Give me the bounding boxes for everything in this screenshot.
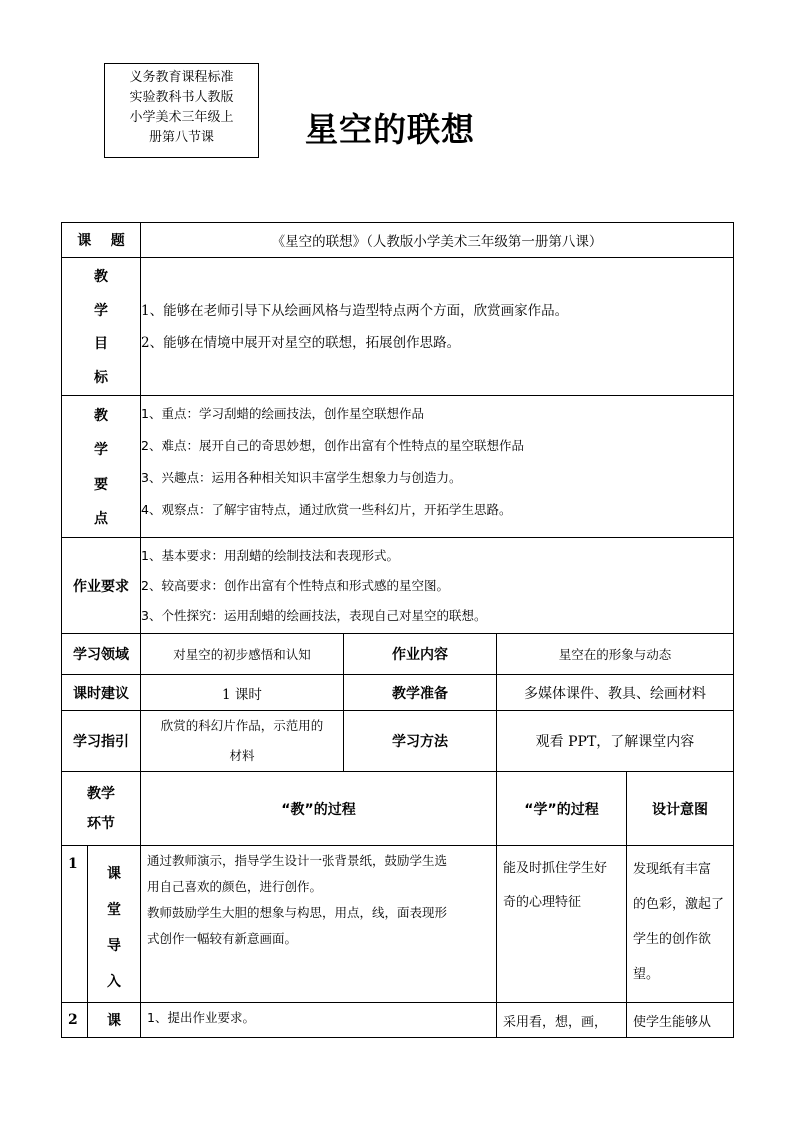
process-row — [62, 846, 734, 1003]
method-value: 观看 PPT，了解课堂内容 — [497, 711, 734, 772]
intent-line: 望。 — [633, 967, 660, 982]
domain-value: 对星空的初步感悟和认知 — [141, 634, 344, 675]
stage-char: 导 — [107, 938, 121, 954]
goal-item: 2、能够在情境中展开对星空的联想，拓展创作思路。 — [141, 334, 461, 351]
key-points-label — [62, 396, 141, 538]
time-value: 1 课时 — [141, 675, 344, 711]
teach-line: 用自己喜欢的颜色，进行创作。 — [147, 879, 323, 894]
textbook-label-line: 义务教育课程标准 — [129, 70, 234, 85]
homework-content — [141, 538, 734, 634]
domain-row — [62, 634, 734, 675]
key-label-char: 点 — [94, 511, 108, 528]
time-label: 课时建议 — [62, 675, 141, 711]
key-point-item: 4、观察点：了解宇宙特点，通过欣赏一些科幻片，开拓学生思路。 — [141, 502, 512, 517]
homework-row — [62, 538, 734, 634]
learn-line: 采用看，想，画， — [503, 1014, 608, 1030]
stage-number: 1 — [62, 846, 88, 1003]
homework-label: 作业要求 — [62, 538, 141, 634]
teach-line: 通过教师演示，指导学生设计一张背景纸，鼓励学生选 — [147, 853, 448, 868]
key-point-item: 2、难点：展开自己的奇思妙想，创作出富有个性特点的星空联想作品 — [141, 438, 524, 453]
textbook-label-box — [104, 63, 259, 158]
topic-row — [62, 223, 734, 258]
key-points-row — [62, 396, 734, 538]
stage-char: 课 — [107, 1013, 121, 1029]
goals-row — [62, 258, 734, 396]
guide-row — [62, 711, 734, 772]
teach-line: 1、提出作业要求。 — [147, 1010, 255, 1025]
guide-value — [141, 711, 344, 772]
stage-header — [62, 772, 141, 846]
learn-line: 能及时抓住学生好 — [503, 861, 608, 876]
goals-label-char: 教 — [94, 269, 108, 286]
guide-line: 材料 — [229, 748, 255, 763]
stage-char: 课 — [107, 866, 121, 882]
intent-line: 学生的创作欲 — [633, 932, 712, 947]
textbook-label-line: 实验教科书人教版 — [129, 90, 234, 105]
stage-char: 入 — [107, 974, 121, 990]
guide-line: 欣赏的科幻片作品，示范用的 — [160, 718, 324, 733]
key-label-char: 要 — [94, 476, 108, 493]
textbook-label-line: 册第八节课 — [148, 130, 214, 145]
intent-line: 发现纸有丰富 — [633, 862, 712, 877]
key-point-item: 3、兴趣点：运用各种相关知识丰富学生想象力与创造力。 — [141, 470, 462, 485]
stage-header-line: 环节 — [87, 815, 115, 832]
topic-value: 《星空的联想》（人教版小学美术三年级第一册第八课） — [141, 223, 734, 258]
key-label-char: 学 — [94, 442, 108, 459]
textbook-label-line: 小学美术三年级上 — [129, 110, 234, 125]
key-label-char: 教 — [94, 407, 108, 424]
teach-header: “教”的过程 — [141, 772, 497, 846]
domain-label: 学习领域 — [62, 634, 141, 675]
homework-item: 1、基本要求：用刮蜡的绘制技法和表现形式。 — [141, 547, 399, 563]
teach-line: 式创作一幅较有新意画面。 — [147, 931, 298, 946]
goals-label-char: 标 — [94, 369, 108, 386]
stage-char: 堂 — [107, 902, 121, 918]
process-row — [62, 1003, 734, 1038]
stage-name — [88, 1003, 141, 1038]
goals-label-char: 目 — [94, 336, 108, 353]
goal-item: 1、能够在老师引导下从绘画风格与造型特点两个方面，欣赏画家作品。 — [141, 302, 569, 319]
prep-label: 教学准备 — [344, 675, 497, 711]
intent-content — [627, 846, 734, 1003]
key-point-item: 1、重点：学习刮蜡的绘画技法，创作星空联想作品 — [141, 406, 424, 421]
content-label: 作业内容 — [344, 634, 497, 675]
intent-header: 设计意图 — [627, 772, 734, 846]
process-header-row — [62, 772, 734, 846]
goals-label-char: 学 — [94, 302, 108, 319]
goals-label — [62, 258, 141, 396]
stage-header-line: 教学 — [87, 785, 115, 802]
intent-line: 的色彩，激起了 — [633, 897, 725, 912]
homework-item: 2、较高要求：创作出富有个性特点和形式感的星空图。 — [141, 577, 449, 593]
intent-line: 使学生能够从 — [633, 1014, 712, 1030]
homework-item: 3、个性探究：运用刮蜡的绘画技法，表现自己对星空的联想。 — [141, 607, 487, 623]
stage-name — [88, 846, 141, 1003]
teach-line: 教师鼓励学生大胆的想象与构思，用点，线，面表现形 — [147, 905, 448, 920]
page-title: 星空的联想 — [305, 110, 475, 149]
stage-number: 2 — [62, 1003, 88, 1038]
content-value: 星空在的形象与动态 — [497, 634, 734, 675]
goals-content — [141, 258, 734, 396]
intent-content — [627, 1003, 734, 1038]
learn-content — [497, 1003, 627, 1038]
learn-header: “学”的过程 — [497, 772, 627, 846]
teach-content — [141, 1003, 497, 1038]
learn-line: 奇的心理特征 — [503, 895, 582, 910]
method-label: 学习方法 — [344, 711, 497, 772]
learn-content — [497, 846, 627, 1003]
prep-value: 多媒体课件、教具、绘画材料 — [497, 675, 734, 711]
guide-label: 学习指引 — [62, 711, 141, 772]
key-points-content — [141, 396, 734, 538]
lesson-plan-table — [61, 222, 734, 1038]
topic-label: 课 题 — [62, 223, 141, 258]
time-row — [62, 675, 734, 711]
teach-content — [141, 846, 497, 1003]
